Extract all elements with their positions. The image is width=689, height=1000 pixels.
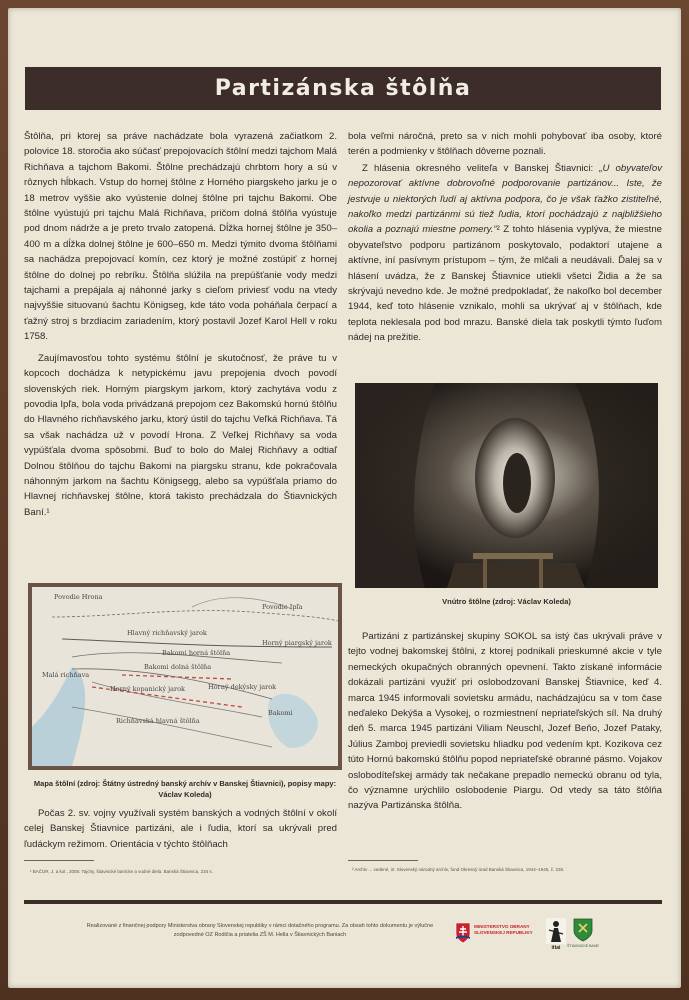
- text-column-left: [24, 129, 337, 520]
- paragraph: bola veľmi náročná, preto sa v nich mohli pohybovať iba osoby, ktoré terén a podmienky v štôlňach dôverne poznali.: [348, 131, 662, 158]
- photo-caption: Vnútro štôlne (zdroj: Václav Koleda): [442, 597, 571, 606]
- map-label: Bakomi dolná štôlňa: [144, 663, 212, 671]
- ittai-logo-text: ittai: [551, 945, 561, 951]
- map-label: Horný kopanický jarok: [110, 685, 185, 693]
- map-label: Hlavný richňavský jarok: [127, 629, 207, 637]
- footnote: ¹ BAČÚR, J. a kol., 2005: Tajchy, štiavnické banícke a vodné diela. Banská Štiavnica, 234 s.: [30, 869, 213, 874]
- page-title: Partizánska štôlňa: [214, 76, 472, 101]
- tunnel-map: [28, 583, 342, 770]
- village-crest: [567, 918, 599, 954]
- crest-icon: [573, 918, 593, 942]
- footnote: ² Archív ... vedené, in: Slovenský národný archív, fond Okresný úrad Banská Štiavnica, 1944–1945, č. 236.: [352, 867, 565, 872]
- paragraph: [348, 161, 662, 346]
- quote-intro: Z hlásenia okresného veliteľa v Banskej Štiavnici:: [362, 162, 600, 174]
- ittai-logo: [546, 918, 566, 952]
- map-label: Richňavská hlavná štôlňa: [116, 717, 200, 725]
- footer-divider: [24, 900, 662, 904]
- paragraph: Partizáni z partizánskej skupiny SOKOL sa istý čas ukrývali práve v tejto vodnej bakomskej štôlni, z ktorej podnikali prieskumné akcie v tyle nemeckých okupačných obranných opevnení. Takto získané informácie dokázali partizáni využiť pri oslobodzovaní Banskej Štiavnice, keď 4. marca 1945 informovali sovietsku armádu, nachádzajúcu sa v tom čase neďaleko Dekýša a Vysokej, o rozmiestnení nepriateľských síl. Na druhý deň 5. marca 1945 partizáni Viliam Neuschl, Jozef Beňo, Jozef Pataky, Július Zamboj previedli sovietsku hliadku pod vedením kpt. Kozikova cez túto Hornú bakomskú štôlňu popod nepriateľské obranné pásmo. Vojakov oslobodíteľskej armády tak nečakane prepadlo nemeckú obranu od tyla, čo významne urýchlilo oslobodenie Piargu. Od vtedy sa táto štôlňa nazýva Partizánska štôlňa.: [348, 631, 662, 812]
- village-crest-text: ŠTIAVNICKÉ BANE: [567, 944, 599, 948]
- map-label: Bakomi horná štôlňa: [162, 649, 231, 657]
- miner-icon: [546, 918, 566, 944]
- map-label: Povodie Hrona: [54, 593, 103, 601]
- text-column-right-lower: [348, 629, 662, 814]
- paragraph: Počas 2. sv. vojny využívali systém banských a vodných štôlní v okolí celej Banskej Štiavnice partizáni, ale i ľudia, ktorí sa ukrývali pred ľudáckym režimom. Orientácia v týchto štôlňach: [24, 808, 337, 850]
- footnote-divider: [24, 860, 94, 861]
- paragraph: Zaujímavosťou tohto systému štôlní je skutočnosť, že práve tu v kopcoch dochádza k netypickému javu prepojenia dvoch povodí slovenských riek. Horným piargskym jarkom, ktorý zachytáva vodu z povodia Ipľa, bola voda privádzaná prepojom cez Bakomskú hornú štôlňu do Hlavného richňavského jarku, ktorý ústil do tajchu Veľká Richňava. Tá sa však nachádza už v povodí Hrona. Z Veľkej Richňavy sa voda vypúšťala dvoma spôsobmi. Buď to bolo do Malej Richňavy a odtiaľ Dolnou štôlňou do tajchu Bakomi na piargsku stranu, kde pokračovala náhonným jarkom na šachtu Königsegg, alebo sa vypúšťala priamo do Hlavnej richňavskej štôlne, ktorá takisto prechádzala do Štiavnických Baní.¹: [24, 352, 337, 518]
- ministry-logo-text: MINISTERSTVO OBRANY SLOVENSKEJ REPUBLIKY: [474, 924, 533, 935]
- paragraph-continuation: ² Z tohto hlásenia vyplýva, že miestne obyvateľstvo podporu partizánom poskytovalo, podaktorí utajene a aktívne, iní pasívnym prístupom – tým, že mlčali a neudávali. Ďalej sa v hlásení uvádza, že z Banskej Štiavnice utiekli všetci Židia a že sa skrývajú nevedno kde. Je možné predpokladať, že nakoľko bol december 1944, keď toto hlásenie vznikalo, mohli sa ukrývať aj v štôlňach, kde teplota neklesala pod bod mrazu. Banské diela tak poskytli týmto ľuďom nádej na prežitie.: [348, 224, 662, 344]
- map-label: Horný dekýsky jarok: [208, 683, 277, 691]
- text-column-left-lower: [24, 806, 337, 852]
- map-label: Horný piargský jarok: [262, 639, 332, 647]
- tunnel-photo: [355, 383, 658, 588]
- funding-note: Realizované z finančnej podpory Ministerstva obrany Slovenskej republiky v rámci dotačného programu. Za obsah tohto dokumentu je výlučne zodpovedné OZ Rodičia a priatelia ZŠ M. Hella v Štiavnických Baniach: [86, 923, 434, 938]
- footnote-divider: [348, 860, 418, 861]
- map-label: Malá richňava: [42, 671, 90, 679]
- map-caption: Mapa štôlní (zdroj: Štátny ústredný banský archív v Banskej Štiavnici), popisy mapy: Václav Koleda): [33, 779, 337, 799]
- text-column-right: [348, 129, 662, 346]
- quote: „U obyvateľov nepozorovať aktívne dobrovoľné podporovanie partizánov... Iste, že jestvuje u niektorých ľudí aj aktívna podpora, čo je však ťažko zistiteľné, nakoľko medzi partizánmi sú tiež ľudia, ktorí pochádzajú z najbližšieho okolia a poznajú miestne pomery.“: [348, 162, 662, 236]
- title-bar: [25, 67, 661, 110]
- ministry-logo: [455, 920, 543, 950]
- map-label: Bakomi: [268, 709, 293, 717]
- paragraph: Štôlňa, pri ktorej sa práve nachádzate bola vyrazená začiatkom 2. polovice 18. storočia ako súčasť prepojovacích štôlní medzi tajchom Malá Richňava a tajchom Bakomi. Štôlne prechádzajú chrbtom hory a sú v rôznych hĺbkach. Vstup do hornej štôlne z Horného piargskeho jarku je o 18 metrov vyššie ako vyústenie dolnej štôlne pri tajchu Bakomi. Obe štôlne vyústujú pri tajchu Malá Richňava, pričom dolná štôlňa vyústuje pod dnom nádrže a je preto trvalo zatopená. Dĺžka hornej štôlne je 350–400 m a dĺžka dolnej štôlne je 600–650 m. Medzi týmito dvoma štôlňami sa nachádza prepojovací komín, cez ktorý je možné zostúpiť z hornej štôlne do dolnej po rebríku. Štôlňa slúžila na prepúšťanie vody medzi tajchami a prepájala aj náhonné jarky s cieľom priviesť vodu na vtedy najvyššie situovanú šachtu Königseg, kde táto voda poháňala čerpací a ťažný stroj s brzdiacim zariadením, ktorý postavil Jozef Karol Hell v roku 1758.: [24, 131, 337, 343]
- shield-icon: [455, 922, 471, 944]
- map-label: Povodie Ipľa: [262, 603, 303, 611]
